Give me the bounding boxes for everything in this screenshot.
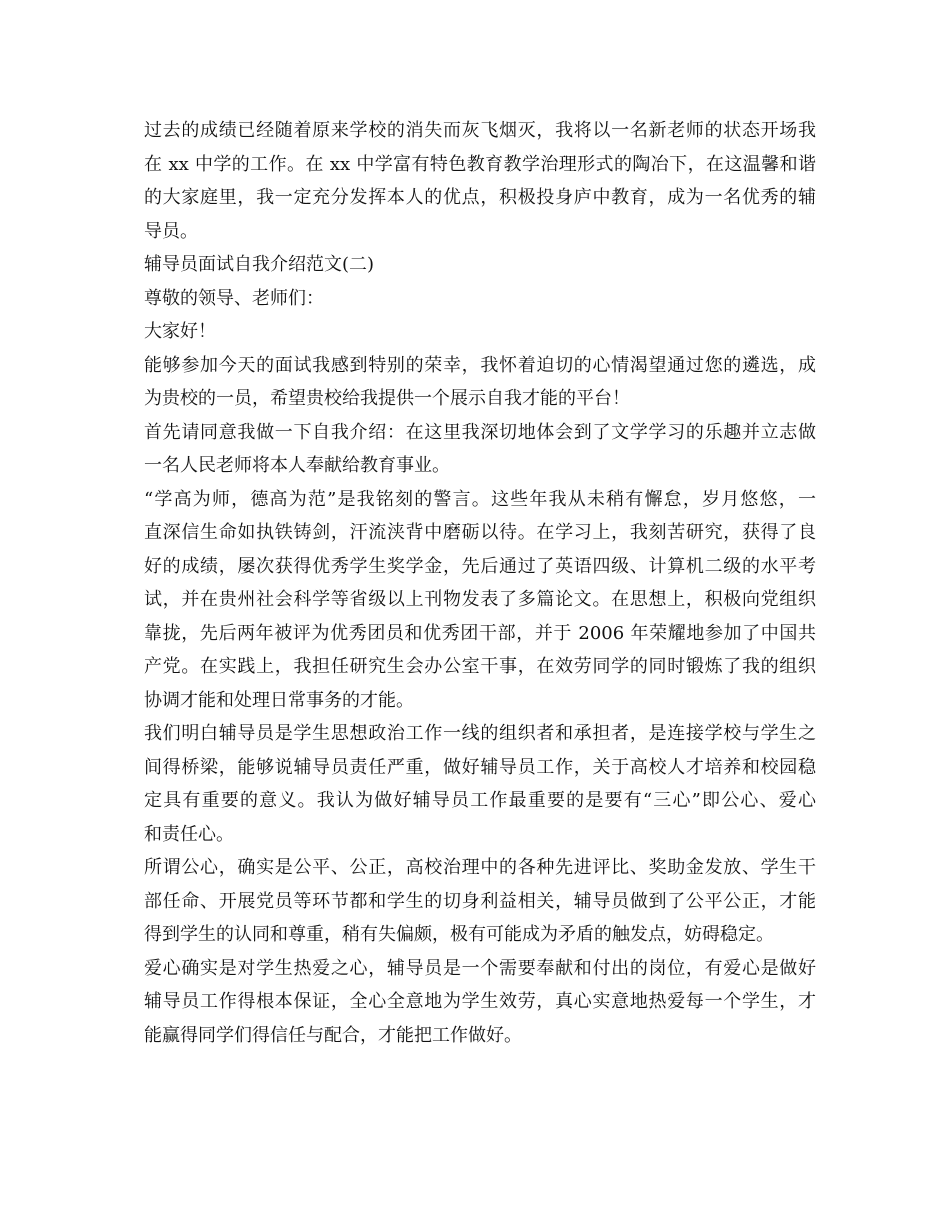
text-line: 产党。在实践上，我担任研究生会办公室干事，在效劳同学的同时锻炼了我的组织 <box>144 656 816 677</box>
text-line: 和责任心。 <box>144 823 234 845</box>
text-line: 协调才能和处理日常事务的才能。 <box>144 689 414 711</box>
text-line: 过去的成绩已经随着原来学校的消失而灰飞烟灭，我将以一名新老师的状态开场我 <box>144 120 816 141</box>
document-body <box>144 114 816 1052</box>
text-line: 的大家庭里，我一定充分发挥本人的优点，积极投身庐中教育，成为一名优秀的辅 <box>144 187 816 208</box>
text-line: 靠拢，先后两年被评为优秀团员和优秀团干部，并于 2006 年荣耀地参加了中国共 <box>144 622 816 644</box>
text-line: 一名人民老师将本人奉献给教育事业。 <box>144 455 450 476</box>
text-line: 能赢得同学们得信任与配合，才能把工作做好。 <box>144 1024 522 1046</box>
text-line: 得到学生的认同和尊重，稍有失偏颇，极有可能成为矛盾的触发点，妨碍稳定。 <box>144 924 774 945</box>
text-line: 大家好！ <box>144 321 216 342</box>
text-line: 部任命、开展党员等环节都和学生的切身利益相关，辅导员做到了公平公正，才能 <box>144 890 816 912</box>
text-line: 试，并在贵州社会科学等省级以上刊物发表了多篇论文。在思想上，积极向党组织 <box>144 589 816 610</box>
text-line: 间得桥梁，能够说辅导员责任严重，做好辅导员工作，关于高校人才培养和校园稳 <box>144 756 816 778</box>
text-line: 首先请同意我做一下自我介绍：在这里我深切地体会到了文学学习的乐趣并立志做 <box>144 421 816 443</box>
text-line: 定具有重要的意义。我认为做好辅导员工作最重要的是要有“三心”即公心、爱心 <box>144 790 816 811</box>
text-line: 爱心确实是对学生热爱之心，辅导员是一个需要奉献和付出的岗位，有爱心是做好 <box>144 957 816 979</box>
text-line: 辅导员面试自我介绍范文(二) <box>144 254 375 275</box>
text-line: 直深信生命如执铁铸剑，汗流浃背中磨砺以待。在学习上，我刻苦研究，获得了良 <box>144 522 816 543</box>
text-line: 尊敬的领导、老师们： <box>144 287 324 309</box>
text-line: 为贵校的一员，希望贵校给我提供一个展示自我才能的平台！ <box>144 388 630 409</box>
text-line: 所谓公心，确实是公平、公正，高校治理中的各种先进评比、奖助金发放、学生干 <box>144 857 816 878</box>
text-line: 导员。 <box>144 220 198 242</box>
text-line: 在 xx 中学的工作。在 xx 中学富有特色教育教学治理形式的陶冶下，在这温馨和谐 <box>144 153 816 175</box>
text-line: 好的成绩，屡次获得优秀学生奖学金，先后通过了英语四级、计算机二级的水平考 <box>144 555 816 577</box>
text-line: “学高为师，德高为范”是我铭刻的警言。这些年我从未稍有懈怠，岁月悠悠，一 <box>144 488 816 510</box>
text-line: 我们明白辅导员是学生思想政治工作一线的组织者和承担者，是连接学校与学生之 <box>144 723 816 744</box>
text-line: 能够参加今天的面试我感到特别的荣幸，我怀着迫切的心情渴望通过您的遴选，成 <box>144 354 816 376</box>
text-line: 辅导员工作得根本保证，全心全意地为学生效劳，真心实意地热爱每一个学生，才 <box>144 991 816 1012</box>
